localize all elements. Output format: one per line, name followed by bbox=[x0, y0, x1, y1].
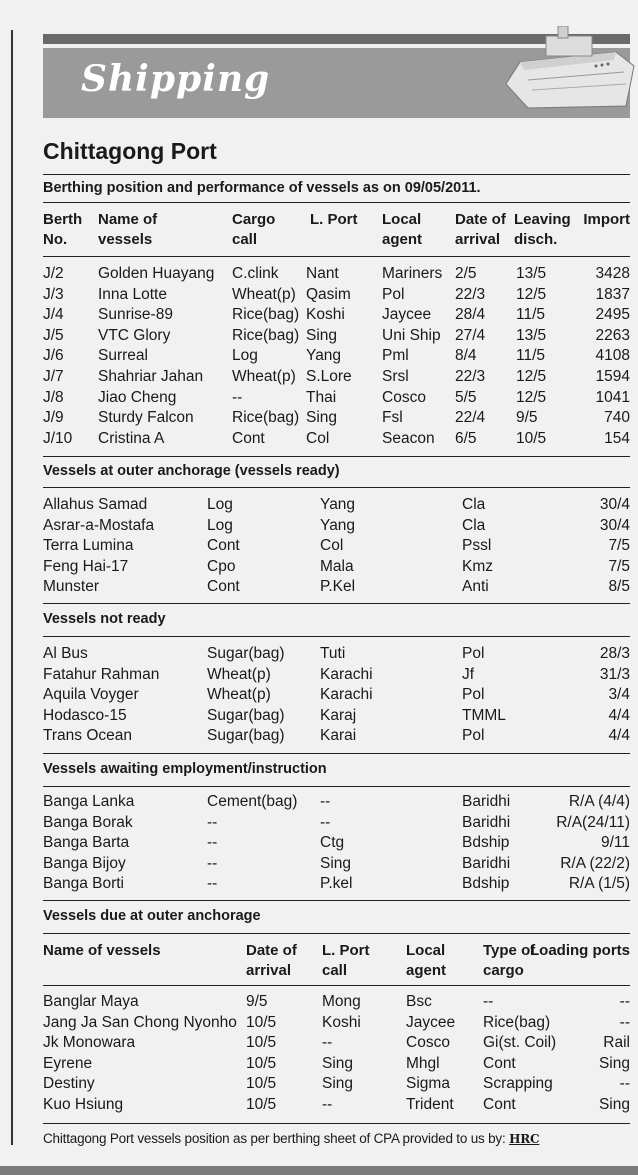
berthing-row-cell: Qasim bbox=[306, 285, 351, 303]
berthing-row-cell: 1594 bbox=[595, 368, 630, 385]
awaiting-row-cell: 9/11 bbox=[600, 834, 630, 852]
due-row-cell: 10/5 bbox=[246, 1054, 277, 1072]
berthing-row-cell: J/5 bbox=[43, 326, 64, 344]
berthing-row-cell: 28/4 bbox=[455, 306, 486, 324]
due-row-cell: Rice(bag) bbox=[483, 1013, 551, 1031]
awaiting-row-cell: Banga Borti bbox=[43, 875, 124, 893]
berthing-row-cell: 8/4 bbox=[455, 347, 477, 365]
berthing-row-cell: Fsl bbox=[382, 409, 403, 427]
column-header: Name of vessels bbox=[43, 942, 161, 959]
not-ready-row-cell: Wheat(p) bbox=[207, 686, 271, 704]
berthing-row-cell: J/4 bbox=[43, 306, 64, 324]
due-row-cell: Mong bbox=[322, 993, 361, 1010]
not-ready-row-cell: Karachi bbox=[320, 686, 373, 704]
berthing-row-cell: J/9 bbox=[43, 409, 64, 427]
due-row-cell: -- bbox=[322, 1096, 333, 1113]
footer-text: Chittagong Port vessels position as per berthing sheet of CPA provided to us by: bbox=[43, 1131, 506, 1146]
outer-ready-row-cell: 7/5 bbox=[608, 537, 630, 555]
due-row-cell: Koshi bbox=[322, 1013, 361, 1031]
not-ready-row-cell: 4/4 bbox=[608, 706, 630, 724]
due-row-cell: Eyrene bbox=[43, 1054, 93, 1072]
due-row-cell: Bsc bbox=[406, 993, 432, 1010]
column-header: Local agent bbox=[382, 211, 423, 248]
berthing-row-cell: 2/5 bbox=[455, 265, 477, 282]
awaiting-row-cell: Bdship bbox=[462, 834, 510, 852]
berthing-row-cell: Mariners bbox=[382, 265, 443, 282]
berthing-row-cell: 3428 bbox=[595, 265, 630, 282]
berthing-row-cell: 13/5 bbox=[516, 265, 547, 282]
awaiting-row-cell: -- bbox=[207, 854, 218, 872]
awaiting-row-cell: -- bbox=[207, 834, 218, 852]
column-header: Cargo call bbox=[232, 211, 276, 248]
berthing-row-cell: Sunrise-89 bbox=[98, 306, 173, 324]
due-row-cell: 10/5 bbox=[246, 1013, 277, 1031]
left-rule bbox=[11, 30, 13, 1145]
berthing-row-cell: 12/5 bbox=[516, 285, 547, 303]
outer-ready-row-cell: Log bbox=[207, 516, 233, 534]
outer-ready-row-cell: 30/4 bbox=[599, 496, 630, 513]
not-ready-row-cell: Pol bbox=[462, 727, 485, 745]
outer-ready-row-cell: Cla bbox=[462, 516, 486, 534]
outer-ready-row-cell: Asrar-a-Mostafa bbox=[43, 516, 155, 534]
divider bbox=[43, 786, 630, 787]
awaiting-row-cell: Baridhi bbox=[462, 793, 511, 810]
bottom-bar bbox=[0, 1166, 638, 1175]
outer-ready-row-cell: Anti bbox=[462, 578, 489, 596]
not-ready-row-cell: 28/3 bbox=[599, 645, 630, 662]
awaiting-row-cell: Bdship bbox=[462, 875, 510, 893]
outer-ready-row-cell: Munster bbox=[43, 578, 99, 596]
berthing-row-cell: Inna Lotte bbox=[98, 285, 167, 303]
berthing-row-cell: Sing bbox=[306, 409, 338, 427]
berthing-row-cell: Sing bbox=[306, 326, 338, 344]
awaiting-row-cell: Banga Lanka bbox=[43, 793, 135, 810]
berthing-row-cell: 4108 bbox=[595, 347, 630, 365]
due-row-cell: Jang Ja San Chong Nyonho bbox=[43, 1013, 237, 1031]
due-row-cell: Kuo Hsiung bbox=[43, 1096, 124, 1113]
berthing-row-cell: Surreal bbox=[98, 347, 148, 365]
outer-ready-row-cell: Cont bbox=[207, 578, 240, 596]
awaiting-row-cell: Cement(bag) bbox=[207, 793, 298, 810]
berthing-row-cell: Nant bbox=[306, 265, 339, 282]
berthing-row-cell: Rice(bag) bbox=[232, 306, 300, 324]
berthing-row-cell: 2495 bbox=[595, 306, 630, 324]
not-ready-row-cell: Sugar(bag) bbox=[207, 645, 285, 662]
berthing-row-cell: -- bbox=[232, 388, 243, 406]
berthing-row-cell: 12/5 bbox=[516, 368, 547, 385]
outer-ready-row-cell: Cont bbox=[207, 537, 240, 555]
awaiting-row-cell: Baridhi bbox=[462, 854, 511, 872]
due-row-cell: Rail bbox=[603, 1034, 630, 1052]
awaiting-row-cell: Baridhi bbox=[462, 813, 511, 831]
outer-ready-row-cell: Yang bbox=[320, 496, 356, 513]
awaiting-row-cell: R/A(24/11) bbox=[556, 813, 630, 831]
not-ready-row-cell: Pol bbox=[462, 686, 485, 704]
berthing-row-cell: Srsl bbox=[382, 368, 409, 385]
column-header: Type of cargo bbox=[483, 942, 536, 979]
berthing-row-cell: Wheat(p) bbox=[232, 368, 296, 385]
berthing-row-cell: J/6 bbox=[43, 347, 64, 365]
not-ready-row-cell: 31/3 bbox=[599, 665, 630, 683]
berthing-row-cell: J/2 bbox=[43, 265, 64, 282]
divider bbox=[43, 985, 630, 986]
due-row-cell: 10/5 bbox=[246, 1096, 277, 1113]
berthing-row-cell: Golden Huayang bbox=[98, 265, 215, 282]
berthing-row-cell: Sturdy Falcon bbox=[98, 409, 194, 427]
due-row-cell: Sing bbox=[322, 1075, 354, 1093]
berthing-row-cell: Cosco bbox=[382, 388, 426, 406]
due-row-cell: Scrapping bbox=[483, 1075, 553, 1093]
section-title: Shipping bbox=[81, 58, 271, 100]
berthing-row-cell: Yang bbox=[306, 347, 342, 365]
outer-ready-row-cell: Cla bbox=[462, 496, 486, 513]
berthing-row-cell: 5/5 bbox=[455, 388, 477, 406]
berthing-row-cell: Jiao Cheng bbox=[98, 388, 177, 406]
outer-ready-row-cell: Log bbox=[207, 496, 233, 513]
not-ready-row-cell: Karachi bbox=[320, 665, 373, 683]
awaiting-row-cell: Banga Barta bbox=[43, 834, 130, 852]
column-header: Local agent bbox=[406, 942, 447, 979]
not-ready-row-cell: Hodasco-15 bbox=[43, 706, 127, 724]
not-ready-row-cell: Karaj bbox=[320, 706, 357, 724]
divider bbox=[43, 603, 630, 604]
berthing-row-cell: Jaycee bbox=[382, 306, 432, 324]
berthing-row-cell: 740 bbox=[604, 409, 630, 427]
awaiting-row-cell: Banga Bijoy bbox=[43, 854, 126, 872]
column-header: Loading ports bbox=[530, 942, 630, 959]
not-ready-row-cell: Trans Ocean bbox=[43, 727, 133, 745]
column-header: Date of arrival bbox=[455, 211, 506, 248]
awaiting-row-cell: -- bbox=[207, 813, 218, 831]
berthing-row-cell: Cristina A bbox=[98, 429, 165, 447]
outer-ready-row-cell: Col bbox=[320, 537, 344, 555]
due-row-cell: Jk Monowara bbox=[43, 1034, 136, 1052]
berthing-row-cell: C.clink bbox=[232, 265, 279, 282]
berthing-row-cell: 6/5 bbox=[455, 429, 477, 447]
berthing-row-cell: Pml bbox=[382, 347, 409, 365]
berthing-row-cell: 27/4 bbox=[455, 326, 486, 344]
due-row-cell: -- bbox=[483, 993, 494, 1010]
due-row-cell: Jaycee bbox=[406, 1013, 456, 1031]
due-row-cell: Cosco bbox=[406, 1034, 450, 1052]
due-row-cell: 10/5 bbox=[246, 1075, 277, 1093]
divider bbox=[43, 174, 630, 175]
divider bbox=[43, 1123, 630, 1124]
berthing-row-cell: J/10 bbox=[43, 429, 73, 447]
due-row-cell: Sing bbox=[322, 1054, 354, 1072]
outer-ready-row-cell: 7/5 bbox=[608, 557, 630, 575]
not-ready-row-cell: 3/4 bbox=[608, 686, 630, 704]
outer-ready-row-cell: Pssl bbox=[462, 537, 492, 555]
outer-ready-row-cell: Mala bbox=[320, 557, 354, 575]
footer-source: HRC bbox=[509, 1132, 540, 1146]
berthing-row-cell: S.Lore bbox=[306, 368, 352, 385]
footer bbox=[43, 1131, 539, 1146]
berthing-row-cell: Rice(bag) bbox=[232, 326, 300, 344]
berthing-row-cell: 22/3 bbox=[455, 285, 486, 303]
divider bbox=[43, 456, 630, 457]
divider bbox=[43, 636, 630, 637]
due-row-cell: Banglar Maya bbox=[43, 993, 139, 1010]
divider bbox=[43, 753, 630, 754]
due-row-cell: Trident bbox=[406, 1096, 454, 1113]
awaiting-row-cell: P.kel bbox=[320, 875, 353, 893]
column-header: L. Port bbox=[310, 211, 358, 228]
berthing-row-cell: 22/4 bbox=[455, 409, 486, 427]
awaiting-row-cell: R/A (4/4) bbox=[568, 793, 630, 810]
berthing-row-cell: 1837 bbox=[595, 285, 630, 303]
berthing-row-cell: VTC Glory bbox=[98, 326, 171, 344]
not-ready-row-cell: Pol bbox=[462, 645, 485, 662]
berthing-row-cell: 9/5 bbox=[516, 409, 538, 427]
awaiting-row-cell: -- bbox=[320, 793, 331, 810]
not-ready-row-cell: Jf bbox=[462, 665, 475, 683]
due-row-cell: Cont bbox=[483, 1054, 516, 1072]
not-ready-row-cell: Aquila Voyger bbox=[43, 686, 139, 704]
column-header: Name of vessels bbox=[98, 211, 158, 248]
berthing-row-cell: Col bbox=[306, 429, 330, 447]
berthing-row-cell: J/3 bbox=[43, 285, 64, 303]
awaiting-row-cell: R/A (22/2) bbox=[560, 854, 630, 872]
not-ready-row-cell: Al Bus bbox=[43, 645, 88, 662]
not-ready-row-cell: Wheat(p) bbox=[207, 665, 271, 683]
outer-ready-row-cell: Kmz bbox=[462, 557, 493, 575]
not-ready-row-cell: Fatahur Rahman bbox=[43, 665, 160, 683]
column-header: Date of arrival bbox=[246, 942, 297, 979]
not-ready-row-cell: TMML bbox=[462, 706, 506, 724]
column-header: L. Port call bbox=[322, 942, 370, 979]
berthing-row-cell: Shahriar Jahan bbox=[98, 368, 204, 385]
not-ready-row-cell: Sugar(bag) bbox=[207, 727, 285, 745]
berthing-row-cell: 1041 bbox=[595, 388, 630, 406]
due-row-cell: 10/5 bbox=[246, 1034, 277, 1052]
berthing-row-cell: 2263 bbox=[595, 326, 630, 344]
berthing-row-cell: J/8 bbox=[43, 388, 64, 406]
berthing-row-cell: 11/5 bbox=[516, 347, 546, 365]
column-header: Berth No. bbox=[43, 211, 83, 248]
due-row-cell: 9/5 bbox=[246, 993, 268, 1010]
port-title: Chittagong Port bbox=[43, 138, 217, 164]
outer-ready-row-cell: Allahus Samad bbox=[43, 496, 148, 513]
outer-ready-row-cell: P.Kel bbox=[320, 578, 356, 596]
outer-ready-row-cell: Terra Lumina bbox=[43, 537, 134, 555]
column-header: Leaving disch. bbox=[514, 211, 571, 248]
outer-ready-row-cell: 30/4 bbox=[599, 516, 630, 534]
due-row-cell: Sing bbox=[598, 1054, 630, 1072]
awaiting-row-cell: R/A (1/5) bbox=[568, 875, 630, 893]
berthing-row-cell: 22/3 bbox=[455, 368, 486, 385]
berthing-row-cell: 154 bbox=[604, 429, 630, 447]
berthing-row-cell: Uni Ship bbox=[382, 326, 441, 344]
due-row-cell: Sing bbox=[598, 1096, 630, 1113]
divider bbox=[43, 487, 630, 488]
berthing-row-cell: Cont bbox=[232, 429, 265, 447]
berthing-row-cell: Rice(bag) bbox=[232, 409, 300, 427]
divider bbox=[43, 900, 630, 901]
awaiting-row-cell: -- bbox=[207, 875, 218, 893]
berthing-row-cell: Pol bbox=[382, 285, 405, 303]
berthing-row-cell: 10/5 bbox=[516, 429, 547, 447]
berthing-row-cell: 11/5 bbox=[516, 306, 546, 324]
berthing-row-cell: J/7 bbox=[43, 368, 64, 385]
outer-ready-row-cell: Cpo bbox=[207, 557, 236, 575]
section-banner bbox=[43, 48, 630, 118]
not-ready-row-cell: Sugar(bag) bbox=[207, 706, 285, 724]
berthing-row-cell: 13/5 bbox=[516, 326, 547, 344]
due-row-cell: -- bbox=[619, 1013, 630, 1031]
berthing-row-cell: Wheat(p) bbox=[232, 285, 296, 303]
awaiting-row-cell: -- bbox=[320, 813, 331, 831]
outer-ready-row-cell: 8/5 bbox=[608, 578, 630, 596]
due-row-cell: -- bbox=[322, 1034, 333, 1052]
column-header: Import bbox=[583, 211, 630, 228]
due-row-cell: -- bbox=[619, 993, 630, 1010]
berthing-row-cell: Seacon bbox=[382, 429, 435, 447]
due-row-cell: Cont bbox=[483, 1096, 516, 1113]
due-row-cell: Destiny bbox=[43, 1075, 95, 1093]
divider bbox=[43, 256, 630, 257]
awaiting-row-cell: Ctg bbox=[320, 834, 345, 852]
not-ready-row-cell: Tuti bbox=[320, 645, 346, 662]
awaiting-row-cell: Sing bbox=[320, 854, 352, 872]
ship-icon bbox=[498, 26, 638, 126]
berthing-row-cell: Log bbox=[232, 347, 258, 365]
due-row-cell: Mhgl bbox=[406, 1054, 440, 1072]
outer-ready-row-cell: Feng Hai-17 bbox=[43, 557, 129, 575]
not-ready-row-cell: 4/4 bbox=[608, 727, 630, 745]
due-heading: Vessels due at outer anchorage bbox=[43, 908, 261, 924]
berthing-row-cell: 12/5 bbox=[516, 388, 547, 406]
due-row-cell: Gi(st. Coil) bbox=[483, 1034, 557, 1052]
not-ready-heading: Vessels not ready bbox=[43, 611, 166, 627]
due-row-cell: -- bbox=[619, 1075, 630, 1093]
divider bbox=[43, 202, 630, 203]
outer-ready-row-cell: Yang bbox=[320, 516, 356, 534]
not-ready-row-cell: Karai bbox=[320, 727, 357, 745]
divider bbox=[43, 933, 630, 934]
outer-ready-heading: Vessels at outer anchorage (vessels ready) bbox=[43, 463, 340, 479]
berthing-row-cell: Koshi bbox=[306, 306, 345, 324]
awaiting-heading: Vessels awaiting employment/instruction bbox=[43, 761, 327, 777]
berthing-row-cell: Thai bbox=[306, 388, 337, 406]
berthing-heading: Berthing position and performance of vessels as on 09/05/2011. bbox=[43, 180, 481, 196]
due-row-cell: Sigma bbox=[406, 1075, 450, 1093]
awaiting-row-cell: Banga Borak bbox=[43, 813, 133, 831]
